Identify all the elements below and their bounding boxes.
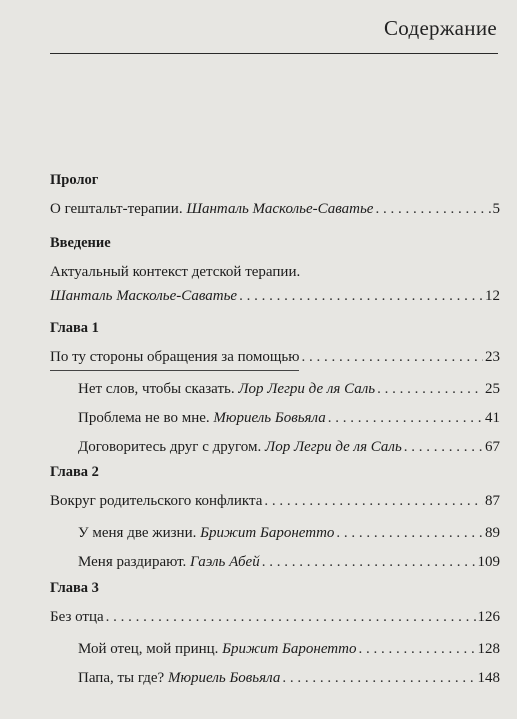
toc-entry[interactable] bbox=[50, 489, 500, 513]
page-title: Содержание bbox=[383, 16, 497, 40]
entry-page: 67 bbox=[485, 439, 500, 455]
entry-title: По ту стороны обращения за помощью bbox=[50, 345, 299, 369]
entry-page: 25 bbox=[485, 381, 500, 397]
entry-page: 23 bbox=[485, 349, 500, 365]
entry-title: Без отца bbox=[50, 609, 104, 625]
entry-page: 12 bbox=[485, 288, 500, 304]
leader-dots bbox=[239, 284, 483, 308]
entry-page: 148 bbox=[477, 670, 500, 686]
toc-entry[interactable] bbox=[50, 433, 500, 462]
entry-author: Мюриель Бовьяла bbox=[167, 670, 281, 686]
leader-dots bbox=[262, 548, 476, 577]
entry-page: 128 bbox=[477, 641, 500, 657]
toc-entry[interactable] bbox=[50, 197, 500, 221]
toc-entry[interactable] bbox=[50, 375, 500, 404]
entry-author: Брижит Баронетто bbox=[200, 525, 335, 541]
toc-entry[interactable] bbox=[50, 519, 500, 548]
leader-dots bbox=[375, 197, 490, 221]
toc-entry[interactable] bbox=[50, 605, 500, 629]
toc-entry[interactable] bbox=[50, 284, 500, 308]
entry-title: Мой отец, мой принц. bbox=[78, 641, 223, 657]
section-chapter-2 bbox=[50, 464, 500, 577]
entry-page: 87 bbox=[485, 493, 500, 509]
leader-dots bbox=[264, 489, 483, 513]
entry-page: 109 bbox=[477, 554, 500, 570]
entry-title: Вокруг родительского конфликта bbox=[50, 493, 263, 509]
entry-author: Гаэль Абей bbox=[190, 554, 260, 570]
toc-entry[interactable] bbox=[50, 664, 500, 693]
entry-author: Лор Легри де ля Саль bbox=[238, 381, 376, 397]
leader-dots bbox=[358, 635, 475, 664]
section-title: Глава 3 bbox=[50, 580, 99, 596]
section-title: Глава 2 bbox=[50, 464, 99, 480]
leader-dots bbox=[404, 433, 483, 462]
entry-author: Шанталь Масколье-Саватье bbox=[186, 201, 374, 217]
toc-entry[interactable] bbox=[50, 404, 500, 433]
leader-dots bbox=[301, 345, 483, 369]
entry-title: Папа, ты где? bbox=[78, 670, 168, 686]
entry-page: 5 bbox=[492, 201, 500, 217]
entry-title: Актуальный контекст детской терапии. bbox=[50, 264, 301, 280]
header-rule bbox=[50, 53, 498, 54]
leader-dots bbox=[106, 605, 476, 629]
leader-dots bbox=[282, 664, 475, 693]
entry-author: Шанталь Масколье-Саватье bbox=[50, 288, 238, 304]
toc-entry[interactable] bbox=[50, 260, 500, 284]
entry-author: Мюриель Бовьяла bbox=[213, 410, 326, 426]
toc-entry[interactable] bbox=[50, 345, 500, 369]
entry-page: 41 bbox=[485, 410, 500, 426]
entry-author: Лор Легри де ля Саль bbox=[265, 439, 402, 455]
entry-title: Меня раздирают. bbox=[78, 554, 191, 570]
section-title: Пролог bbox=[50, 172, 99, 188]
entry-title: О гештальт-терапии. bbox=[50, 201, 187, 217]
entry-title: Нет слов, чтобы сказать. bbox=[78, 381, 239, 397]
entry-page: 89 bbox=[485, 525, 500, 541]
section-introduction bbox=[50, 235, 500, 308]
entry-author: Брижит Баронетто bbox=[222, 641, 357, 657]
section-chapter-1 bbox=[50, 320, 500, 462]
section-title: Глава 1 bbox=[50, 320, 99, 336]
section-chapter-3 bbox=[50, 580, 500, 693]
leader-dots bbox=[336, 519, 483, 548]
toc-entry[interactable] bbox=[50, 635, 500, 664]
section-title: Введение bbox=[50, 235, 111, 251]
entry-page: 126 bbox=[477, 609, 500, 625]
entry-title: У меня две жизни. bbox=[78, 525, 201, 541]
toc-entry[interactable] bbox=[50, 548, 500, 577]
section-prologue bbox=[50, 172, 500, 221]
leader-dots bbox=[328, 404, 483, 433]
entry-title: Проблема не во мне. bbox=[78, 410, 214, 426]
leader-dots bbox=[377, 375, 483, 404]
entry-title: Договоритесь друг с другом. bbox=[78, 439, 266, 455]
